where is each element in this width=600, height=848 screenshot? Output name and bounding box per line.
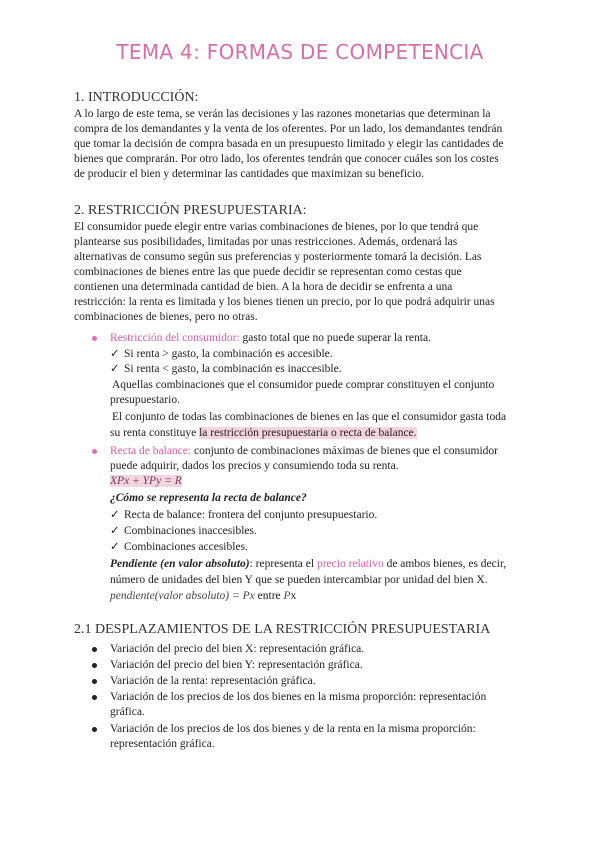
check-item: ✓ Si renta < gasto, la combinación es inaccesible. [110,363,342,375]
text-line: restricción: la renta es limitada y los bienes tienen un precio, por lo que podrá adquirir unas [74,296,495,308]
text-line: gráfica. [110,706,145,718]
text-line: El consumidor puede elegir entre varias combinaciones de bienes, por lo que tendrá que [74,221,479,233]
checkmark-icon: ✓ [110,348,120,360]
text-line: puede adquirir, dados los precios y consumiendo toda su renta. [110,460,399,472]
text-line: alternativas de consumo según sus preferencias y posteriormente tomará la decisión. Las [74,251,482,263]
text-line: Aquellas combinaciones que el consumidor puede comprar constituyen el conjunto [112,379,495,391]
bullet-dot-icon [92,663,97,668]
term-definition: conjunto de combinaciones máximas de bienes que el consumidor [191,445,498,457]
question-heading: ¿Cómo se representa la recta de balance? [110,492,307,504]
text-line: Pendiente (en valor absoluto): representa el precio relativo de ambos bienes, es decir, [110,558,507,570]
check-item: ✓ Si renta > gasto, la combinación es accesible. [110,348,333,360]
text-line: presupuestario. [110,394,180,406]
section-heading-restriccion: 2. RESTRICCIÓN PRESUPUESTARIA: [74,203,307,218]
text-line: compra de los demandantes y la venta de los oferentes. Por un lado, los demandantes tendrán [74,123,503,135]
text-line: combinaciones de bienes, pero no otras. [74,311,258,323]
bullet-dot-icon [92,449,97,454]
term-restriccion-consumidor: Restricción del consumidor: [110,332,240,344]
text-line: de producir el bien y determinar las cantidades que maximizan su beneficio. [74,168,424,180]
section-heading-desplazamientos: 2.1 DESPLAZAMIENTOS DE LA RESTRICCIÓN PRESUPUESTARIA [74,622,491,637]
bullet-dot-icon [92,336,97,341]
text-line: combinaciones de bienes entre las que puede decidir se representan como cestas que [74,266,462,278]
document-page: TEMA 4: FORMAS DE COMPETENCIA 1. INTRODUCCIÓN: A lo largo de este tema, se verán las decisiones y las razones monetarias que determinan la compra de los demandantes y la venta de los oferentes. Por un lado, los demandantes tendrán que tomar la decisión de compra basada en un presupuesto limitado y elegir las cantidades de bienes que comprarán. Por otro lado, los oferentes tendrán que conocer cuáles son los costes de producir el bien y determinar las cantidades que maximizan su beneficio. 2. RESTRICCIÓN PRESUPUESTARIA: El consumidor puede elegir entre varias combinaciones de bienes, por lo que tendrá que plantearse sus posibilidades, limitadas por unas restricciones. Además, ordenará las alternativas de consumo según sus preferencias y posteriormente tomará la decisión. Las combinaciones de bienes entre las que puede decidir se representan como cestas que contienen una determinada cantidad de bien. A la hora de decidir se enfrenta a una restricción: la renta es limitada y los bienes tienen un precio, por lo que podrá adquirir unas combinaciones de bienes, pero no otras. Restricción del consumidor: gasto total que no puede superar la renta. ✓ Si renta > gasto, la combinación es accesible. ✓ Si renta < gasto, la combinación es inaccesible. Aquellas combinaciones que el consumidor puede comprar constituyen el conjunto presupuestario. El conjunto de todas las combinaciones de bienes en las que el consumidor gasta toda su renta constituye la restricción presupuestaria o recta de balance. Recta de balance: conjunto de combinaciones máximas de bienes que el consumidor puede adquirir, dados los precios y consumiendo toda su renta. XPx + YPy = R ¿Cómo se representa la recta de balance? ✓ Recta de balance: frontera del conjunto presupuestario. ✓ Combinaciones inaccesibles. ✓ Combinaciones accesibles. Pendiente (en valor absoluto): representa el precio relativo de ambos bienes, es decir, número de unidades del bien Y que se pueden intercambiar por unidad del bien X. pendiente(valor absoluto) = Px entre Px 2.1 DESPLAZAMIENTOS DE LA RESTRICCIÓN PRESUPUESTARIA Variación del precio del bien X: representación gráfica. Variación del precio del bien Y: representación gráfica. Variación de la renta: representación gráfica. Variación de los precios de los dos bienes en la misma proporción: representación gráfica. Variación de los precios de los dos bienes y de la renta en la misma proporción: representación gráfica. [0,0,600,848]
text-line: número de unidades del bien Y que se pueden intercambiar por unidad del bien X. [110,574,488,586]
text-line: su renta constituye la restricción presupuestaria o recta de balance. [110,427,417,439]
bullet-dot-icon [92,695,97,700]
text-line: que tomar la decisión de compra basada en un presupuesto limitado y elegir las cantidades de [74,138,504,150]
budget-formula: XPx + YPy = R [110,475,182,487]
bullet-dot-icon [92,647,97,652]
slope-formula: pendiente(valor absoluto) = Px [110,590,255,602]
text-line: representación gráfica. [110,738,215,750]
check-item: ✓ Recta de balance: frontera del conjunto presupuestario. [110,509,378,521]
term-pendiente: Pendiente (en valor absoluto) [110,558,250,570]
page-title: TEMA 4: FORMAS DE COMPETENCIA [116,40,484,64]
checkmark-icon: ✓ [110,363,120,375]
check-item: ✓ Combinaciones inaccesibles. [110,525,257,537]
formula-line: pendiente(valor absoluto) = Px entre Px [110,590,297,602]
text-line: El conjunto de todas las combinaciones de bienes en las que el consumidor gasta toda [112,411,507,423]
term-recta-balance: Recta de balance: [110,445,192,457]
text-line: bienes que comprarán. Por otro lado, los oferentes tendrán que conocer cuáles son los costes [74,153,499,165]
checkmark-icon: ✓ [110,541,120,553]
text-line: contienen una determinada cantidad de bien. A la hora de decidir se enfrenta a una [74,281,453,293]
check-item: ✓ Combinaciones accesibles. [110,541,248,553]
formula-line [110,474,230,489]
term-definition: gasto total que no puede superar la renta. [239,332,431,344]
bullet-dot-icon [92,727,97,732]
text-line: plantearse sus posibilidades, limitadas por unas restricciones. Además, ordenará las [74,236,458,248]
checkmark-icon: ✓ [110,525,120,537]
highlighted-definition: la restricción presupuestaria o recta de balance. [199,427,417,439]
bullet-dot-icon [92,679,97,684]
section-heading-introduccion: 1. INTRODUCCIÓN: [74,90,199,105]
text-line: A lo largo de este tema, se verán las decisiones y las razones monetarias que determinan la [74,108,491,120]
checkmark-icon: ✓ [110,509,120,521]
term-precio-relativo: precio relativo [316,558,384,570]
